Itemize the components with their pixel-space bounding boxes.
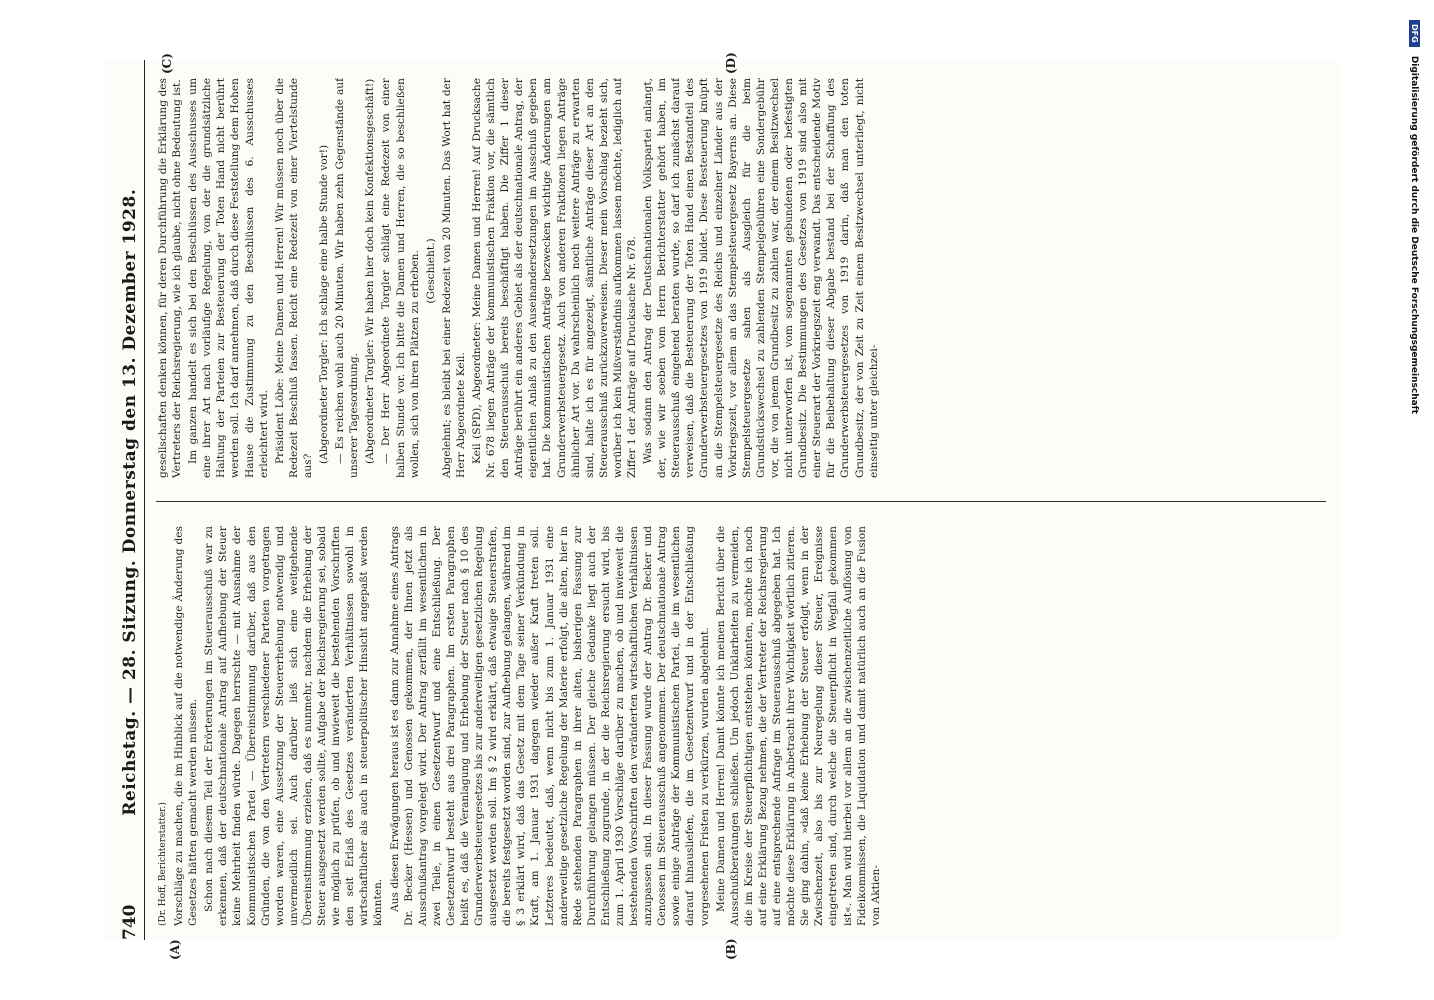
speaker-attribution: (Dr. Hoff, Berichterstatter.) (158, 802, 168, 926)
column-divider (156, 501, 1326, 502)
paragraph: — Der Herr Abgeordnete Torgler schlägt eine Redezeit von einer halben Stunde vor. Ich bitte die Damen und Herren, die so beschließen wollen, sich von ihren Plätzen zu erheben. (380, 78, 421, 478)
paragraph: — Es reichen wohl auch 20 Minuten. Wir haben zehn Gegenstände auf unserer Tagesordnung. (334, 78, 361, 478)
paragraph: Was sodann den Antrag der Deutschnationalen Volkspartei anlangt, der, wie wir soeben vom Herrn Berichterstatter gehört haben, im Steuerausschuß eingehend beraten wurde, so darf ich zunächst darauf verweisen, daß die Besteuerung der Toten Hand einen Bestandteil des Grunderwerbsteuergesetzes von 1919 bildet. Diese Besteuerung knüpft an die Stempelsteuergesetze des Reichs und einzelner Länder aus der Vorkriegszeit, vor allem an das Stempelsteuergesetz Bayerns an. Diese Stempelsteuergesetze sahen als Ausgleich für die beim Grundstückswechsel zu zahlenden Stempelgebühren eine Sondergebühr vor, die von jenem Grundbesitz zu zahlen war, der einem Besitzwechsel nicht unterworfen ist, vom sogenannten gebundenen oder befestigten Grundbesitz. Die Bestimmungen des Gesetzes von 1919 sind also mit einer Steuerart der Vorkriegszeit eng verwandt. Das entscheidende Motiv für die Beibehaltung dieser Abgabe bestand bei der Schaffung des Grunderwerbsteuergesetzes von 1919 darin, daß man den toten Grundbesitz, der von Zeit zu Zeit einem Besitzwechsel unterliegt, nicht einseitig unter gleichzei- (642, 78, 880, 478)
rotated-document-page (104, 52, 1340, 960)
digitization-credit-text: Digitalisierung gefördert durch die Deutsche Forschungsgemeinschaft (1409, 55, 1419, 414)
paragraph: Im ganzen handelt es sich bei den Beschlüssen des Ausschusses um eine ihrer Art nach vorläufige Regelung, von der die grundsätzliche Haltung der Parteien zur Besteuerung der Toten Hand nicht berührt werden soll. Ich darf annehmen, daß durch diese Feststellung dem Hohen Hause die Zustimmung zu den Beschlüssen des 6. Ausschusses erleichtert wird. (187, 78, 270, 478)
paragraph: Meine Damen und Herren! Damit könnte ich meinen Bericht über die Ausschußberatungen schließen. Um jedoch Unklarheiten zu vermeiden, die im Kreise der Steuerpflichtigen entstehen könnten, möchte ich noch auf eine Erklärung Bezug nehmen, die der Vertreter der Reichsregierung auf eine entsprechende Anfrage im Steuerausschuß abgegeben hat. Ich möchte diese Erklärung in Anbetracht ihrer Wichtigkeit wörtlich zitieren. Sie ging dahin, »daß keine Erhebung der Steuer erfolgt, wenn in der Zwischenzeit, also bis zur Neuregelung dieser Steuer, Ereignisse eingetreten sind, durch welche die Steuerpflicht in Wegfall gekommen ist«. Man wird hierbei vor allem an die zwischenzeitliche Auflösung von Fideikommissen, die Liquidation und damit natürlich auch an die Fusion von Aktien- (714, 526, 882, 926)
digitization-credit (1409, 20, 1420, 414)
paragraph: Schon nach diesem Teil der Erörterungen im Steuerausschuß war zu erkennen, daß der deutschnationale Antrag auf Aufhebung der Steuer keine Mehrheit finden würde. Dagegen herrschte — mit Ausnahme der Kommunistischen Partei — Übereinstimmung darüber, daß aus den Gründen, die von den Vertretern verschiedener Parteien vorgetragen worden waren, eine Aussetzung der Steuererhebung notwendig und unvermeidlich sei. Auch darüber ließ sich eine weitgehende Übereinstimmung erzielen, daß es nunmehr, nachdem die Erhebung der Steuer ausgesetzt werden sollte, Aufgabe der Reichsregierung sei, sobald wie möglich zu prüfen, ob und inwieweit die bestehenden Vorschriften den seit Erlaß des Gesetzes veränderten Verhältnissen sowohl in wirtschaftlicher als auch in steuerpolitischer Hinsicht angepaßt werden könnten. (203, 526, 385, 926)
interjection: (Geschieht.) (424, 238, 437, 304)
left-text-column (156, 526, 1326, 926)
margin-marker-d: (D) (724, 52, 738, 74)
paragraph: Vorschläge zu machen, die im Hinblick auf die notwendige Änderung des Gesetzes hätten gemacht werden müssen. (173, 526, 200, 926)
running-title: Reichstag. — 28. Sitzung. Donnerstag den 13. Dezember 1928. (120, 188, 140, 816)
margin-marker-b: (B) (724, 938, 738, 960)
right-text-column (156, 78, 1326, 478)
paragraph: Aus diesen Erwägungen heraus ist es dann zur Annahme eines Antrags Dr. Becker (Hessen) und Genossen gekommen, der Ihnen jetzt als Ausschußantrag vorgelegt wird. Der Antrag zerfällt im wesentlichen in zwei Teile, in einen Gesetzentwurf und eine Entschließung. Der Gesetzentwurf besteht aus drei Paragraphen. Im ersten Paragraphen heißt es, daß die Veranlagung und Erhebung der Steuer nach § 10 des Grunderwerbsteuergesetzes bis zur anderweitigen gesetzlichen Regelung ausgesetzt werden soll. Im § 2 wird erklärt, daß etwaige Steuerstrafen, die bereits festgesetzt worden sind, zur Aufhebung gelangen, während im § 3 erklärt wird, daß das Gesetz mit dem Tage seiner Verkündung in Kraft, am 1. Januar 1931 dagegen wieder außer Kraft treten soll. Letzteres bedeutet, daß, wenn nicht bis zum 1. Januar 1931 eine anderweitige gesetzliche Regelung der Materie erfolgt, die alten, hier in Rede stehenden Paragraphen in ihrer alten, bisherigen Fassung zur Durchführung gelangen müssen. Der gleiche Gedanke liegt auch der Entschließung zugrunde, in der die Reichsregierung ersucht wird, bis zum 1. April 1930 Vorschläge darüber zu machen, ob und inwieweit die bestehenden Vorschriften den veränderten wirtschaftlichen Verhältnissen anzupassen sind. In dieser Fassung wurde der Antrag Dr. Becker und Genossen im Steuerausschuß angenommen. Der deutschnationale Antrag sowie einige Anträge der Kommunistischen Partei, die im wesentlichen darauf hinausliefen, die im Gesetzentwurf und in der Entschließung vorgesehenen Fristen zu verkürzen, wurden abgelehnt. (388, 526, 711, 926)
page-number: 740 (120, 904, 140, 940)
margin-marker-a: (A) (168, 939, 182, 960)
dfg-logo: DFG (1409, 20, 1420, 47)
margin-marker-c: (C) (160, 53, 174, 74)
interjection: (Abgeordneter Torgler: Ich schlage eine halbe Stunde vor!) (318, 144, 331, 464)
paragraph: Abgelehnt; es bleibt bei einer Redezeit von 20 Minuten. Das Wort hat der Herr Abgeordnete Keil. (440, 78, 467, 478)
page-header (104, 60, 145, 940)
paragraph-speaker: Präsident Löbe: Meine Damen und Herren! Wir müssen noch über die Redezeit Beschluß fassen. Reicht eine Redezeit von einer Viertelstunde aus? (273, 78, 314, 478)
paragraph-speaker: Keil (SPD), Abgeordneter: Meine Damen und Herren! Auf Drucksache Nr. 678 liegen Anträge der kommunistischen Fraktion vor, die sämtlich den Steuerausschuß bereits beschäftigt haben. Die Ziffer 1 dieser Anträge berührt ein anderes Gebiet als der deutschnationale Antrag, der eigentlichen Anlaß zu den Auseinandersetzungen im Ausschuß gegeben hat. Die kommunistischen Anträge bezwecken wichtige Änderungen am Grunderwerbsteuergesetz. Auch von anderen Fraktionen liegen Anträge ähnlicher Art vor. Da wahrscheinlich noch weitere Anträge zu erwarten sind, halte ich es für angezeigt, sämtliche Anträge dieser Art an den Steuerausschuß zurückzuverweisen. Dieser mein Vorschlag bezieht sich, worüber ich kein Mißverständnis aufkommen lassen möchte, lediglich auf Ziffer 1 der Anträge auf Drucksache Nr. 678. (470, 78, 638, 478)
interjection: (Abgeordneter Torgler: Wir haben hier doch kein Konfektionsgeschäft!) (364, 78, 377, 464)
paragraph: gesellschaften denken können, für deren Durchführung die Erklärung des Vertreters der Reichsregierung, wie ich glaube, nicht ohne Bedeutung ist. (157, 78, 184, 478)
